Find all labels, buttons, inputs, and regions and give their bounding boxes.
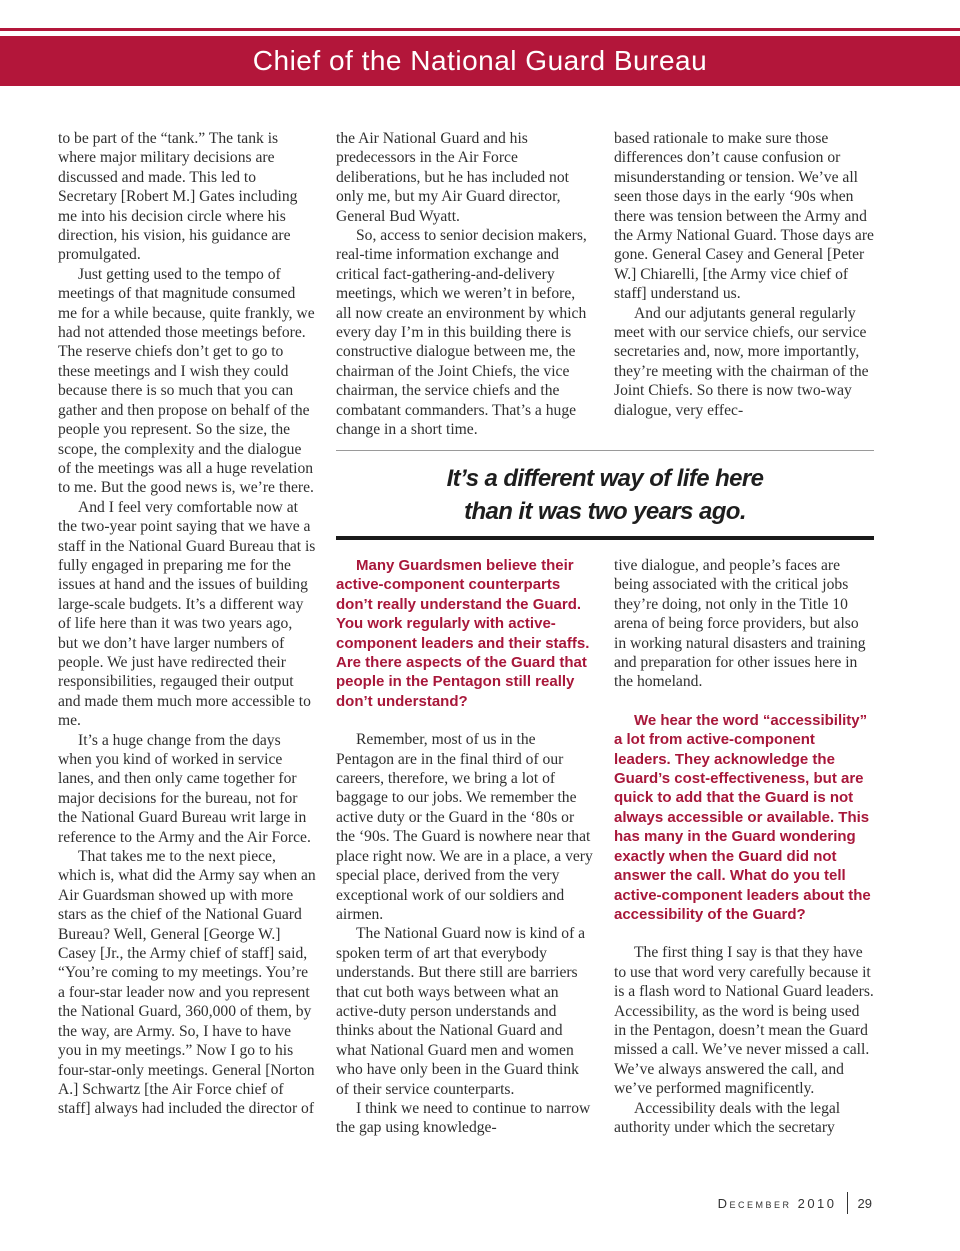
column-3-bottom bbox=[614, 556, 874, 1137]
pull-quote-bottom-rule bbox=[336, 536, 874, 540]
section-title: Chief of the National Guard Bureau bbox=[252, 45, 708, 76]
issue-date: December 2010 bbox=[717, 1195, 837, 1211]
pull-quote-line-2: than it was two years ago. bbox=[464, 498, 746, 525]
interview-question: Many Guardsmen believe their active-component counterparts don’t really understand the Guard. You work regularly with active-component leaders and their staffs. Are there aspects of the Guard that people in the Pentagon still really don’t understand? bbox=[336, 557, 590, 710]
paragraph: And our adjutants general regularly meet with our service chiefs, our service secretaries and, now, more importantly, they’re meeting with the chairman of the Joint Chiefs. So there is now two-way dialogue, very effec- bbox=[614, 304, 869, 419]
paragraph: The first thing I say is that they have to use that word very carefully because it is a flash word to National Guard leaders. Accessibility, as the word is being used in the Pentagon, doesn’t mean the Guard missed a call. We’ve never missed a call. We’ve always answered the call, and we’ve performed magnificently. bbox=[614, 944, 874, 1098]
paragraph: Just getting used to the tempo of meetings of that magnitude consumed me for a while because, quite frankly, we had not attended those meetings before. The reserve chiefs don’t get to go to these meetings and I wish they could because there is so much that you can gather and then propose on behalf of the people you represent. So the size, the scope, the complexity and the dialogue of the meetings was all a huge revelation to me. But the good news is, we’re there. bbox=[58, 265, 315, 497]
interview-question: We hear the word “accessibility” a lot from active-component leaders. They acknowledge the Guard’s cost-effectiveness, but are quick to add that the Guard is not always accessible or available. This has many in the Guard wondering exactly when the Guard did not answer the call. What do you tell active-component leaders about the accessibility of the Guard? bbox=[614, 711, 871, 923]
top-rule bbox=[0, 28, 960, 31]
pull-quote-top-rule bbox=[336, 450, 874, 451]
paragraph: the Air National Guard and his predecessors in the Air Force deliberations, but he has included not only me, but my Air Guard director, General Bud Wyatt. bbox=[336, 130, 569, 225]
column-3-top bbox=[614, 129, 874, 420]
paragraph: That takes me to the next piece, which is, what did the Army say when an Air Guardsman showed up with more stars as the chief of the National Guard Bureau? Well, General [George W.] Casey [Jr., the Army chief of staff] said, “You’re coming to my meetings. You’re a four-star leader now and you represent the National Guard, 360,000 of them, by the way, are Army. So, I have to have you in my meetings.” Now I go to his four-star-only meetings. General [Norton A.] Schwartz [the Air Force chief of staff] always had included the director of bbox=[58, 848, 316, 1118]
pull-quote-line-1: It’s a different way of life here bbox=[446, 465, 764, 492]
page-footer bbox=[718, 1192, 872, 1214]
footer-divider bbox=[847, 1192, 848, 1214]
paragraph: It’s a huge change from the days when you kind of worked in service lanes, and then only came together for major decisions for the bureau, not for the National Guard Bureau writ large in reference to the Army and the Air Force. bbox=[58, 731, 311, 846]
column-1 bbox=[58, 129, 316, 1119]
paragraph: Remember, most of us in the Pentagon are in the final third of our careers, therefore, we bring a lot of baggage to our jobs. We remember the active duty or the Guard in the ‘80s or the ‘90s. The Guard is nowhere near that place right now. We are in a place, a very special place, derived from the very exceptional work of our soldiers and airmen. bbox=[336, 731, 593, 923]
paragraph: And I feel very comfortable now at the two-year point saying that we have a staff in the National Guard Bureau that is fully engaged in preparing me for the issues at hand and the issues of building large-scale budgets. It’s a different way of life here than it was two years ago, but we don’t have larger numbers of people. We just have redirected their responsibilities, regauged their output and made them much more accessible to me. bbox=[58, 498, 316, 730]
paragraph: tive dialogue, and people’s faces are being associated with the critical jobs they’re doing, not only in the Title 10 arena of being force providers, but also in working natural disasters and training and preparation for other issues here in the homeland. bbox=[614, 557, 866, 691]
paragraph: I think we need to continue to narrow the gap using knowledge- bbox=[336, 1099, 591, 1137]
paragraph: Accessibility deals with the legal authority under which the secretary bbox=[614, 1099, 841, 1136]
column-2-top bbox=[336, 129, 594, 440]
section-banner bbox=[0, 36, 960, 86]
paragraph: So, access to senior decision makers, real-time information exchange and critical fact-gathering-and-delivery meetings, which we weren’t in before, all now create an environment by which every day I’m in this building there is constructive dialogue between me, the chairman of the Joint Chiefs, the vice chairman, the service chiefs and the combatant commanders. That’s a huge change in a short time. bbox=[336, 227, 587, 439]
paragraph: The National Guard now is kind of a spoken term of art that everybody understands. But there still are barriers that cut both ways between what an active-duty person understands and thinks about the National Guard and what National Guard men and women who have only been in the Guard think of their service counterparts. bbox=[336, 925, 586, 1098]
pull-quote-text bbox=[336, 462, 874, 528]
paragraph: based rationale to make sure those differences don’t cause confusion or misunderstanding or tension. We’ve all seen those days in the early ‘90s when there was tension between the Army and the Army National Guard. Those days are gone. General Casey and General [Peter W.] Chiarelli, [the Army vice chief of staff] understand us. bbox=[614, 130, 874, 303]
pull-quote bbox=[336, 450, 874, 540]
column-2-bottom bbox=[336, 556, 594, 1138]
page-number: 29 bbox=[857, 1195, 872, 1211]
paragraph: to be part of the “tank.” The tank is where major military decisions are discussed and made. This led to Secretary [Robert M.] Gates including me into his decision circle where his direction, his vision, his guidance are promulgated. bbox=[58, 130, 298, 264]
